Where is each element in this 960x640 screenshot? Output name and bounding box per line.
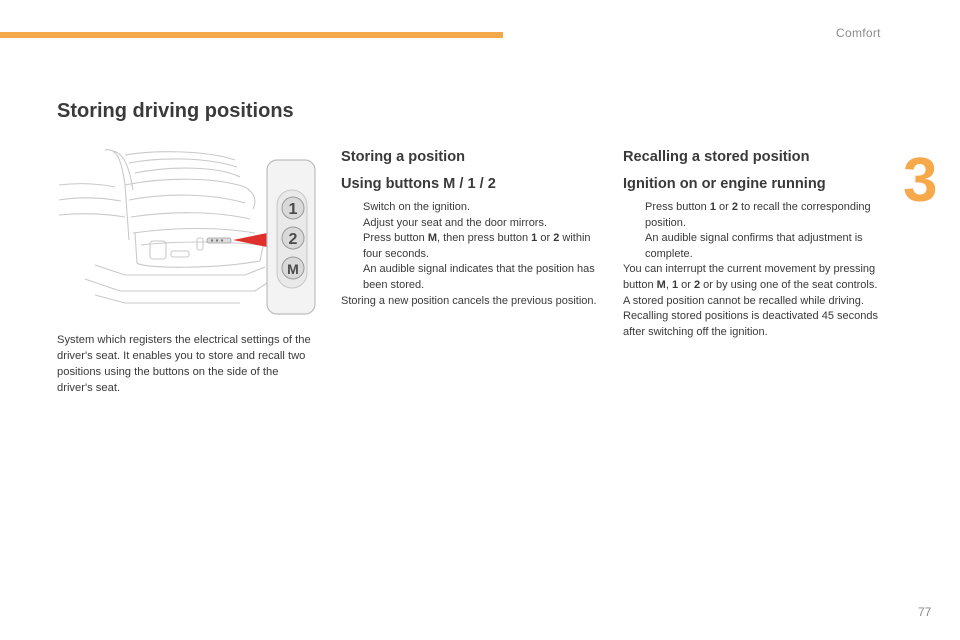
storing-subtitle: Using buttons M / 1 / 2 — [341, 176, 496, 192]
step-text: Press button — [645, 201, 710, 213]
storing-note: Storing a new position cancels the previous position. — [341, 294, 597, 307]
para-text: You can interrupt the current movement by pressing button — [623, 263, 876, 291]
storing-title: Storing a position — [341, 149, 466, 165]
figure-label-2: 2 — [288, 231, 298, 248]
step-note: An audible signal confirms that adjustment is complete. — [645, 232, 863, 260]
recalling-paragraph-1 — [623, 262, 891, 293]
intro-paragraph: System which registers the electrical settings of the driver's seat. It enables you to store and recall two positions using the buttons on the side of the driver's seat. — [57, 334, 311, 394]
step-text: or — [537, 232, 554, 245]
button-2-ref: 2 — [693, 278, 701, 291]
para-text: or by using one of the seat controls. — [700, 278, 878, 291]
para-text: or — [678, 278, 694, 291]
page-number: 77 — [918, 605, 932, 619]
recalling-column — [623, 148, 891, 340]
figure-label-1: 1 — [288, 201, 298, 218]
recalling-step-1 — [623, 200, 891, 262]
button-1-ref: 1 — [671, 278, 679, 291]
step-text: or — [715, 201, 732, 213]
step-text: Switch on the ignition. — [363, 201, 471, 213]
button-2-ref: 2 — [553, 232, 560, 245]
recalling-paragraph-2: A stored position cannot be recalled while driving. — [623, 294, 864, 307]
recalling-paragraph-3: Recalling stored positions is deactivated 45 seconds after switching off the ignition. — [623, 310, 878, 338]
button-m-ref: M — [656, 278, 666, 291]
step-text: Press button — [363, 232, 428, 245]
button-2-ref: 2 — [731, 201, 738, 213]
storing-step-1 — [341, 200, 606, 216]
recalling-title: Recalling a stored position — [623, 149, 810, 165]
storing-step-2 — [341, 216, 606, 232]
header-accent-bar — [0, 32, 503, 38]
seat-illustration — [55, 145, 317, 317]
chapter-number: 3 — [903, 146, 938, 215]
step-text: to recall the corresponding position. — [645, 201, 871, 229]
step-note: An audible signal indicates that the position has been stored. — [363, 263, 595, 291]
para-text: , — [665, 278, 672, 291]
step-text: within four seconds. — [363, 232, 591, 260]
page-title: Storing driving positions — [57, 100, 294, 122]
recalling-subtitle: Ignition on or engine running — [623, 176, 826, 192]
button-1-ref: 1 — [531, 232, 538, 245]
step-text: , then press button — [437, 232, 532, 245]
section-label: Comfort — [836, 26, 881, 40]
button-1-ref: 1 — [709, 201, 716, 213]
storing-column — [341, 148, 606, 309]
storing-step-3 — [341, 231, 606, 293]
seat-drawing — [55, 145, 317, 317]
button-m-ref: M — [427, 232, 437, 245]
figure-label-m: M — [287, 261, 299, 277]
step-text: Adjust your seat and the door mirrors. — [363, 216, 548, 229]
pointer-arrow-icon — [233, 233, 267, 247]
